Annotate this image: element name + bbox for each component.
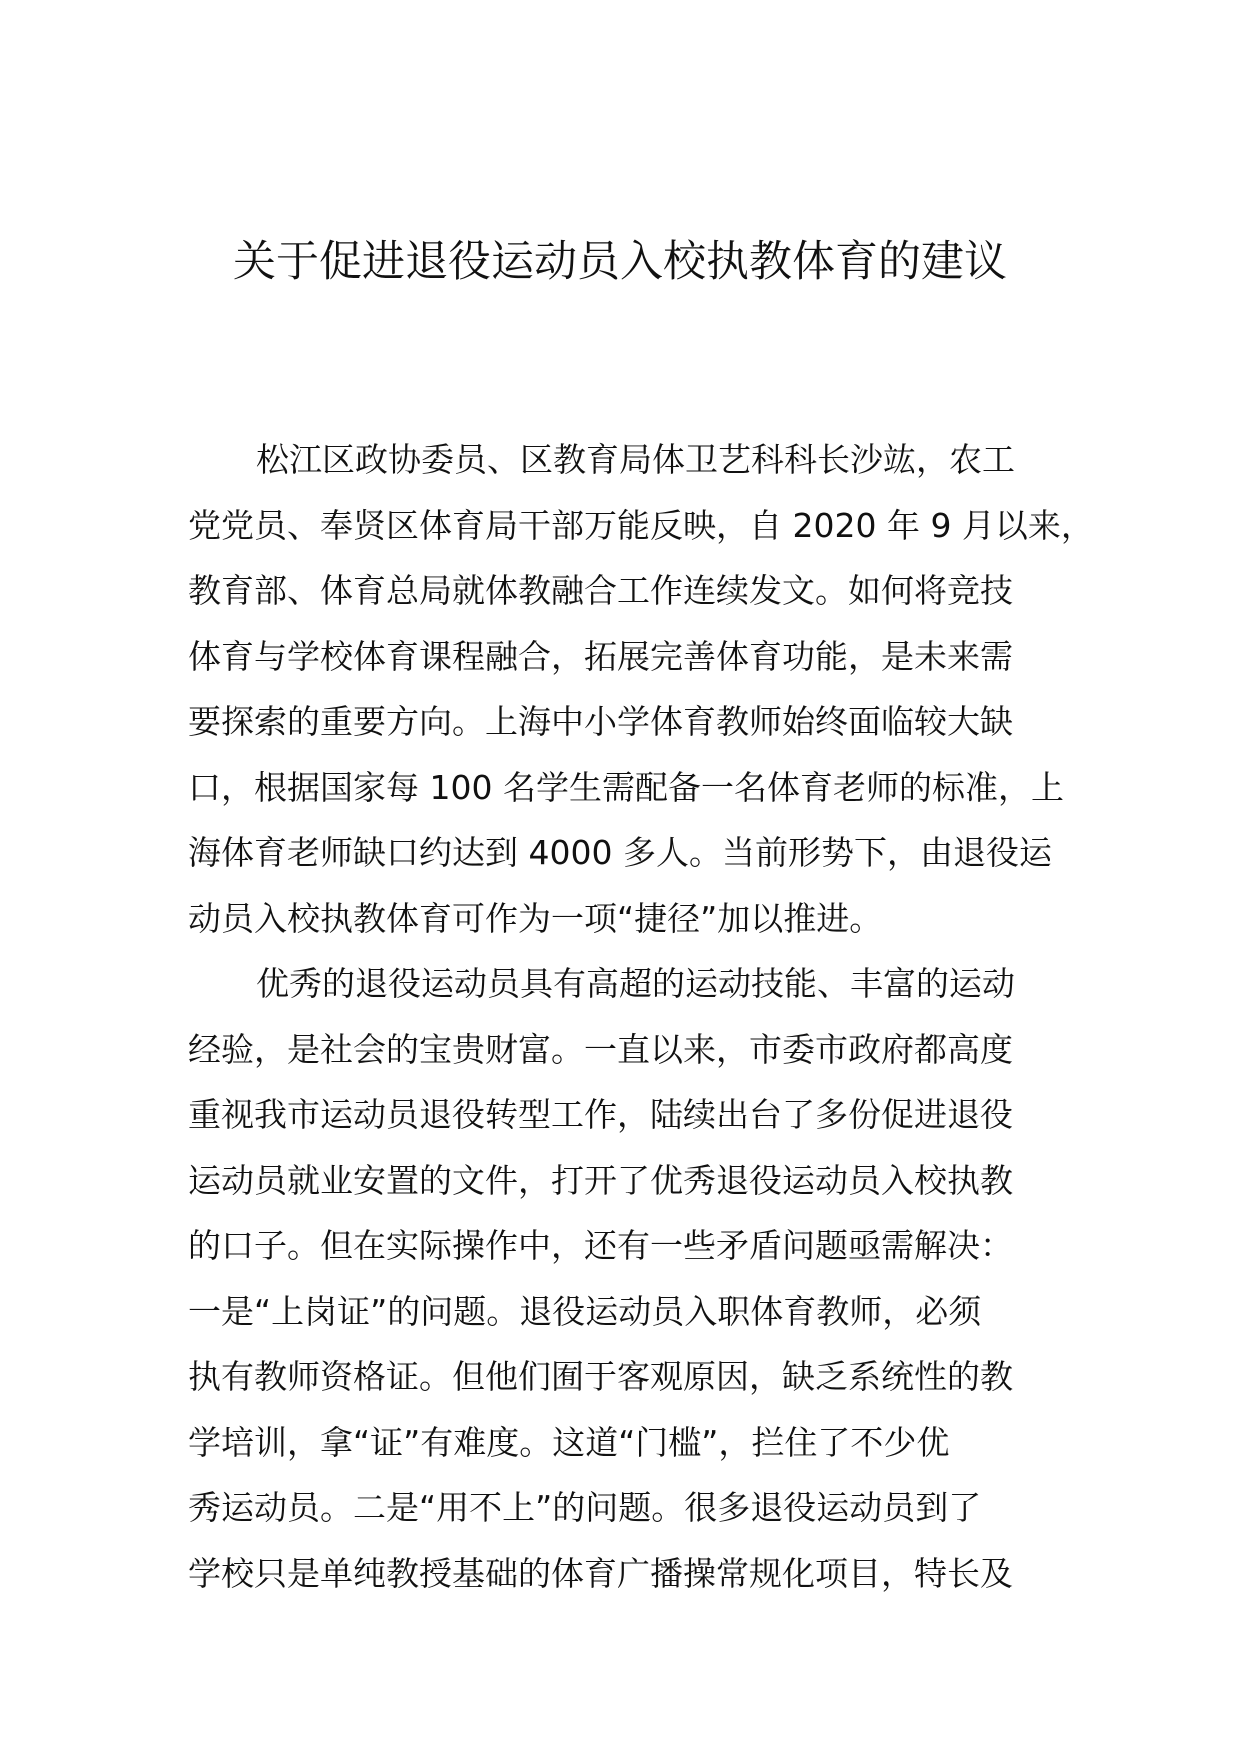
document-title: 关于促进退役运动员入校执教体育的建议 — [233, 237, 1007, 287]
paragraph-2 — [188, 951, 1088, 1606]
document-body — [188, 427, 1094, 1606]
text-line: 体育与学校体育课程融合，拓展完善体育功能，是未来需 — [188, 636, 1013, 676]
text-line: 秀运动员。二是“用不上”的问题。很多退役运动员到了 — [188, 1488, 982, 1527]
text-line: 党党员、奉贤区体育局干部万能反映，自 2020 年 9 月以来， — [188, 505, 1094, 545]
text-line: 教育部、体育总局就体教融合工作连续发文。如何将竞技 — [188, 571, 1013, 610]
text-line: 重视我市运动员退役转型工作，陆续出台了多份促进退役 — [188, 1095, 1013, 1134]
text-line: 的口子。但在实际操作中，还有一些矛盾问题亟需解决： — [188, 1226, 1013, 1265]
text-line: 口，根据国家每 100 名学生需配备一名体育老师的标准，上 — [188, 767, 1064, 807]
text-line: 动员入校执教体育可作为一项“捷径”加以推进。 — [188, 898, 883, 938]
text-line: 经验，是社会的宝贵财富。一直以来，市委市政府都高度 — [188, 1029, 1013, 1069]
text-line: 学培训，拿“证”有难度。这道“门槛”，拦住了不少优 — [188, 1422, 950, 1462]
text-line: 松江区政协委员、区教育局体卫艺科科长沙竑，农工 — [256, 440, 1015, 479]
text-line: 执有教师资格证。但他们囿于客观原因，缺乏系统性的教 — [188, 1357, 1013, 1396]
text-line: 一是“上岗证”的问题。退役运动员入职体育教师，必须 — [188, 1291, 982, 1331]
paragraph-1 — [188, 427, 1094, 951]
text-line: 优秀的退役运动员具有高超的运动技能、丰富的运动 — [256, 964, 1015, 1003]
text-line: 海体育老师缺口约达到 4000 多人。当前形势下，由退役运 — [188, 833, 1052, 872]
text-line: 运动员就业安置的文件，打开了优秀退役运动员入校执教 — [188, 1160, 1013, 1200]
text-line: 学校只是单纯教授基础的体育广播操常规化项目，特长及 — [188, 1553, 1013, 1593]
text-line: 要探索的重要方向。上海中小学体育教师始终面临较大缺 — [188, 702, 1013, 741]
